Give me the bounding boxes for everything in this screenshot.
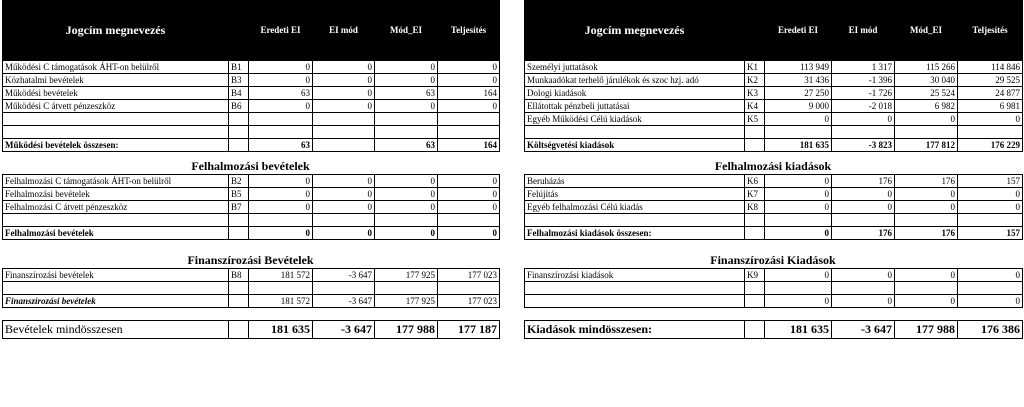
cell-eredeti: 0 — [765, 295, 832, 308]
row-code: K5 — [745, 113, 765, 126]
row-code: B7 — [229, 201, 249, 214]
cell-ei-mod — [313, 139, 375, 152]
table-row — [3, 201, 500, 214]
cell-ei-mod: 0 — [313, 201, 375, 214]
cell-ei-mod: 0 — [832, 295, 895, 308]
row-label: Ellátottak pénzbeli juttatásai — [525, 100, 745, 113]
revenue-grand-total-table — [2, 320, 500, 339]
cell-eredeti: 181 572 — [249, 295, 313, 308]
cell-ei-mod: -3 647 — [313, 321, 375, 339]
cell-teljesites: 0 — [438, 201, 500, 214]
column-header-teljesites: Teljesítés — [438, 1, 500, 60]
row-label: Működési bevételek — [3, 87, 229, 100]
column-header-teljesites: Teljesítés — [958, 1, 1023, 60]
section-title-financing-expenditure: Finanszírozási Kiadások — [710, 253, 836, 267]
row-label: Finanszírozási bevételek — [3, 269, 229, 282]
cell-teljesites: 164 — [438, 139, 500, 152]
row-label — [525, 295, 745, 308]
row-code: K9 — [745, 269, 765, 282]
cell-eredeti: 0 — [249, 201, 313, 214]
cell-ei-mod: -1 726 — [832, 87, 895, 100]
capital-expenditure-total-row — [525, 227, 1023, 240]
row-label: Kiadások mindösszesen: — [525, 321, 745, 339]
cell-eredeti: 0 — [765, 188, 832, 201]
cell-eredeti: 0 — [249, 175, 313, 188]
cell-ei-mod: 0 — [832, 201, 895, 214]
cell-ei-mod: 0 — [313, 74, 375, 87]
cell-mod-ei: 177 812 — [895, 139, 958, 152]
cell-eredeti: 113 949 — [765, 61, 832, 74]
table-row — [525, 74, 1023, 87]
operating-revenue-total-row — [3, 139, 500, 152]
expenditure-grand-total-row — [525, 321, 1023, 339]
table-row — [3, 100, 500, 113]
row-code: K8 — [745, 201, 765, 214]
cell-teljesites: 24 877 — [958, 87, 1023, 100]
cell-mod-ei: 0 — [375, 227, 438, 240]
cell-mod-ei: 177 988 — [375, 321, 438, 339]
operating-expenditure-rows — [525, 61, 1023, 126]
row-label: Egyéb felhalmozási Célú kiadás — [525, 201, 745, 214]
cell-eredeti: 9 000 — [765, 100, 832, 113]
cell-mod-ei: 176 — [895, 175, 958, 188]
column-header-mod-ei: Mód_EI — [375, 1, 438, 60]
cell-mod-ei: 177 925 — [375, 269, 438, 282]
row-label: Felhalmozási bevételek — [3, 188, 229, 201]
table-row — [3, 87, 500, 100]
operating-expenditure-table — [524, 60, 1023, 152]
cell-mod-ei: 25 524 — [895, 87, 958, 100]
capital-revenue-total-row — [3, 227, 500, 240]
column-header-ei-mod: EI mód — [313, 1, 375, 60]
cell-mod-ei: 115 266 — [895, 61, 958, 74]
cell-eredeti: 63 — [249, 139, 313, 152]
section-title-capital-expenditure: Felhalmozási kiadások — [714, 159, 832, 173]
cell-teljesites: 29 525 — [958, 74, 1023, 87]
table-row — [3, 61, 500, 74]
table-row — [3, 74, 500, 87]
cell-mod-ei: 6 982 — [895, 100, 958, 113]
cell-teljesites: 0 — [958, 269, 1023, 282]
cell-mod-ei: 0 — [375, 61, 438, 74]
cell-eredeti: 0 — [249, 100, 313, 113]
row-label: Felhalmozási C támogatások ÁHT-on belülről — [3, 175, 229, 188]
cell-mod-ei: 177 988 — [895, 321, 958, 339]
expenditure-panel — [524, 0, 1022, 339]
row-code: B2 — [229, 175, 249, 188]
table-row — [525, 87, 1023, 100]
financing-revenue-table — [2, 268, 500, 308]
operating-revenue-table — [2, 60, 500, 152]
row-code: B6 — [229, 100, 249, 113]
row-code: K3 — [745, 87, 765, 100]
financing-revenue-total-row — [3, 295, 500, 308]
column-header-eredeti: Eredeti EI — [765, 1, 832, 60]
cell-ei-mod: 0 — [313, 87, 375, 100]
row-code: B1 — [229, 61, 249, 74]
capital-revenue-rows — [3, 175, 500, 214]
row-code: K1 — [745, 61, 765, 74]
financing-expenditure-total-row — [525, 295, 1023, 308]
capital-expenditure-table — [524, 174, 1023, 240]
table-row — [525, 113, 1023, 126]
cell-mod-ei: 30 040 — [895, 74, 958, 87]
section-title-financing-revenue: Finanszírozási Bevételek — [187, 253, 314, 267]
cell-teljesites: 164 — [438, 87, 500, 100]
cell-eredeti: 181 572 — [249, 269, 313, 282]
cell-eredeti: 63 — [249, 87, 313, 100]
column-header-name: Jogcím megnevezés — [525, 1, 745, 60]
cell-teljesites: 0 — [958, 201, 1023, 214]
row-label: Dologi kiadások — [525, 87, 745, 100]
cell-eredeti: 0 — [249, 227, 313, 240]
row-label: Felhalmozási kiadások összesen: — [525, 227, 745, 240]
cell-ei-mod: 0 — [313, 175, 375, 188]
cell-ei-mod: 0 — [832, 113, 895, 126]
row-code: K7 — [745, 188, 765, 201]
row-label: Bevételek mindösszesen — [3, 321, 229, 339]
cell-eredeti: 27 250 — [765, 87, 832, 100]
cell-teljesites: 0 — [438, 61, 500, 74]
column-header-mod-ei: Mód_EI — [895, 1, 958, 60]
cell-eredeti: 0 — [249, 61, 313, 74]
column-header-code — [229, 1, 249, 60]
cell-mod-ei: 0 — [375, 188, 438, 201]
cell-teljesites: 114 846 — [958, 61, 1023, 74]
cell-eredeti: 181 635 — [765, 321, 832, 339]
row-code: B8 — [229, 269, 249, 282]
table-row — [3, 188, 500, 201]
table-row — [3, 175, 500, 188]
row-label: Közhatalmi bevételek — [3, 74, 229, 87]
expenditure-header-table — [524, 0, 1023, 60]
cell-mod-ei: 0 — [895, 113, 958, 126]
cell-eredeti: 0 — [249, 74, 313, 87]
cell-teljesites: 176 386 — [958, 321, 1023, 339]
cell-eredeti: 31 436 — [765, 74, 832, 87]
row-code: B3 — [229, 74, 249, 87]
cell-mod-ei: 177 925 — [375, 295, 438, 308]
cell-ei-mod: -2 018 — [832, 100, 895, 113]
row-label: Felhalmozási C átvett pénzeszköz — [3, 201, 229, 214]
cell-ei-mod: 1 317 — [832, 61, 895, 74]
financing-expenditure-rows — [525, 269, 1023, 282]
cell-teljesites: 157 — [958, 175, 1023, 188]
column-header-ei-mod: EI mód — [832, 1, 895, 60]
table-row — [525, 175, 1023, 188]
cell-ei-mod: 176 — [832, 175, 895, 188]
table-row — [3, 269, 500, 282]
cell-ei-mod: -3 647 — [313, 295, 375, 308]
revenue-panel — [2, 0, 499, 339]
cell-mod-ei: 0 — [895, 201, 958, 214]
cell-eredeti: 0 — [765, 113, 832, 126]
cell-mod-ei: 0 — [375, 201, 438, 214]
cell-ei-mod: 0 — [313, 188, 375, 201]
cell-teljesites: 177 187 — [438, 321, 500, 339]
row-label: Munkaadókat terhelő járulékok és szoc hzj. adó — [525, 74, 745, 87]
row-label: Költségvetési kiadások — [525, 139, 745, 152]
cell-ei-mod: 176 — [832, 227, 895, 240]
row-label: Működési C átvett pénzeszköz — [3, 100, 229, 113]
expenditure-grand-total-table — [524, 320, 1023, 339]
row-label: Felhalmozási bevételek — [3, 227, 229, 240]
cell-teljesites: 177 023 — [438, 269, 500, 282]
capital-expenditure-rows — [525, 175, 1023, 214]
capital-revenue-table — [2, 174, 500, 240]
cell-ei-mod: -1 396 — [832, 74, 895, 87]
table-row — [525, 201, 1023, 214]
table-row — [525, 61, 1023, 74]
cell-teljesites: 0 — [958, 295, 1023, 308]
column-header-name: Jogcím megnevezés — [3, 1, 229, 60]
cell-teljesites: 157 — [958, 227, 1023, 240]
table-row — [525, 100, 1023, 113]
row-code: B5 — [229, 188, 249, 201]
cell-mod-ei: 63 — [375, 87, 438, 100]
cell-teljesites: 0 — [438, 100, 500, 113]
budget-expenditure-total-row — [525, 139, 1023, 152]
row-label: Működési bevételek összesen: — [3, 139, 229, 152]
cell-mod-ei: 0 — [375, 100, 438, 113]
cell-eredeti: 0 — [765, 175, 832, 188]
cell-ei-mod: -3 647 — [832, 321, 895, 339]
cell-ei-mod: -3 647 — [313, 269, 375, 282]
column-header-code — [745, 1, 765, 60]
row-code: K4 — [745, 100, 765, 113]
financing-expenditure-table — [524, 268, 1023, 308]
cell-ei-mod: 0 — [313, 227, 375, 240]
section-title-capital-revenue: Felhalmozási bevételek — [191, 159, 310, 173]
cell-mod-ei: 176 — [895, 227, 958, 240]
cell-ei-mod: 0 — [832, 269, 895, 282]
row-code: K2 — [745, 74, 765, 87]
row-label: Egyéb Működési Célú kiadások — [525, 113, 745, 126]
revenue-grand-total-row — [3, 321, 500, 339]
financing-revenue-rows — [3, 269, 500, 282]
operating-revenue-rows — [3, 61, 500, 113]
cell-ei-mod: 0 — [832, 188, 895, 201]
cell-mod-ei: 0 — [375, 175, 438, 188]
row-label: Finanszírozási bevételek — [3, 295, 229, 308]
row-code: B4 — [229, 87, 249, 100]
row-label: Beruházás — [525, 175, 745, 188]
cell-mod-ei: 63 — [375, 139, 438, 152]
cell-eredeti: 0 — [249, 188, 313, 201]
cell-teljesites: 176 229 — [958, 139, 1023, 152]
cell-ei-mod: 0 — [313, 61, 375, 74]
cell-mod-ei: 0 — [895, 269, 958, 282]
cell-eredeti: 0 — [765, 201, 832, 214]
cell-teljesites: 0 — [438, 227, 500, 240]
cell-eredeti: 0 — [765, 269, 832, 282]
cell-ei-mod: -3 823 — [832, 139, 895, 152]
cell-mod-ei: 0 — [895, 188, 958, 201]
cell-eredeti: 181 635 — [765, 139, 832, 152]
table-row — [525, 269, 1023, 282]
cell-teljesites: 0 — [438, 175, 500, 188]
cell-eredeti: 181 635 — [249, 321, 313, 339]
cell-mod-ei: 0 — [375, 74, 438, 87]
row-label: Személyi juttatások — [525, 61, 745, 74]
cell-eredeti: 0 — [765, 227, 832, 240]
row-code: K6 — [745, 175, 765, 188]
column-header-eredeti: Eredeti EI — [249, 1, 313, 60]
cell-teljesites: 0 — [438, 74, 500, 87]
cell-teljesites: 6 981 — [958, 100, 1023, 113]
cell-teljesites: 0 — [958, 113, 1023, 126]
row-label: Finanszírozási kiadások — [525, 269, 745, 282]
table-row — [525, 188, 1023, 201]
cell-teljesites: 177 023 — [438, 295, 500, 308]
cell-mod-ei: 0 — [895, 295, 958, 308]
revenue-header-table — [2, 0, 500, 60]
row-label: Felújítás — [525, 188, 745, 201]
row-label: Működési C támogatások ÁHT-on belülről — [3, 61, 229, 74]
cell-teljesites: 0 — [958, 188, 1023, 201]
cell-teljesites: 0 — [438, 188, 500, 201]
cell-ei-mod: 0 — [313, 100, 375, 113]
